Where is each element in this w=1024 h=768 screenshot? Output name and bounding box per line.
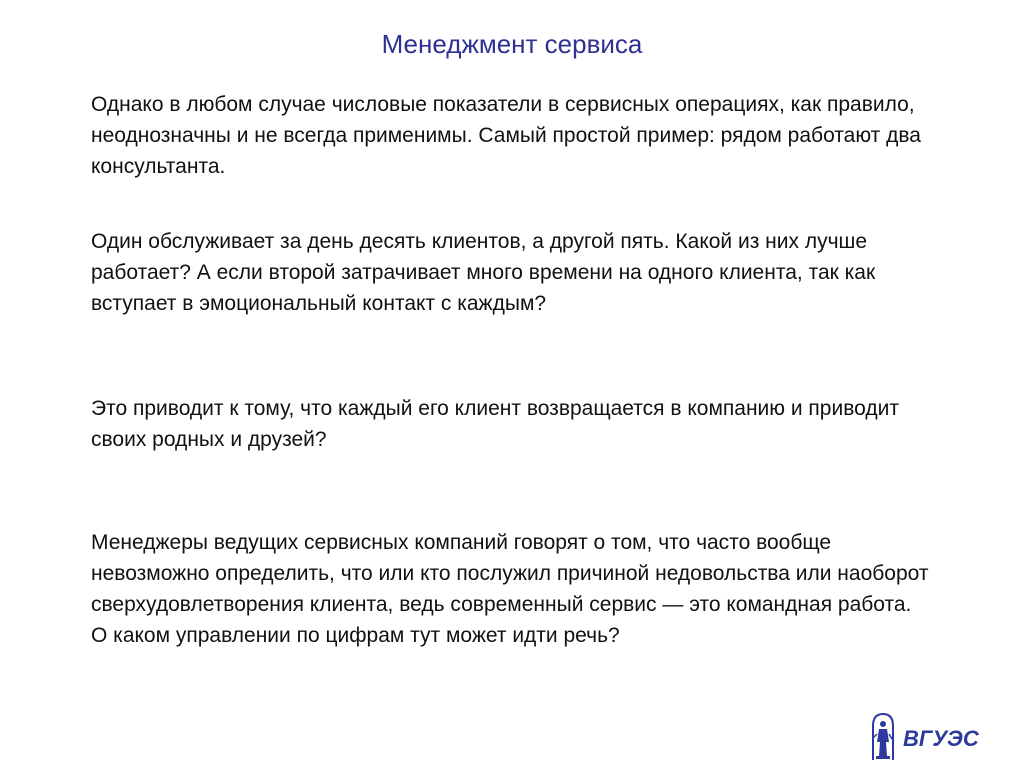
paragraph-client-returns: Это приводит к тому, что каждый его клиент возвращается в компанию и приводит своих родных и друзей?: [91, 397, 899, 451]
slide-title: Менеджмент сервиса: [381, 29, 643, 59]
logo-text: ВГУЭС: [903, 726, 979, 751]
paragraph-team-work: Менеджеры ведущих сервисных компаний говорят о том, что часто вообще невозможно определить, что или кто послужил причиной недовольства или наоборот сверхудовлетворения клиента, ведь современный сервис — это командная работа. О каком управлении по цифрам тут может идти речь?: [91, 531, 929, 647]
paragraph-consultants-example: Один обслуживает за день десять клиентов, а другой пять. Какой из них лучше работает? А если второй затрачивает много времени на одного клиента, так как вступает в эмоциональный контакт с каждым?: [91, 230, 876, 315]
vgues-logo: [865, 712, 990, 762]
statue-emblem-icon: [873, 714, 893, 760]
paragraph-numbers-ambiguity: Однако в любом случае числовые показатели в сервисных операциях, как правило, неоднозначны и не всегда применимы. Самый простой пример: рядом работают два консультанта.: [91, 93, 921, 178]
